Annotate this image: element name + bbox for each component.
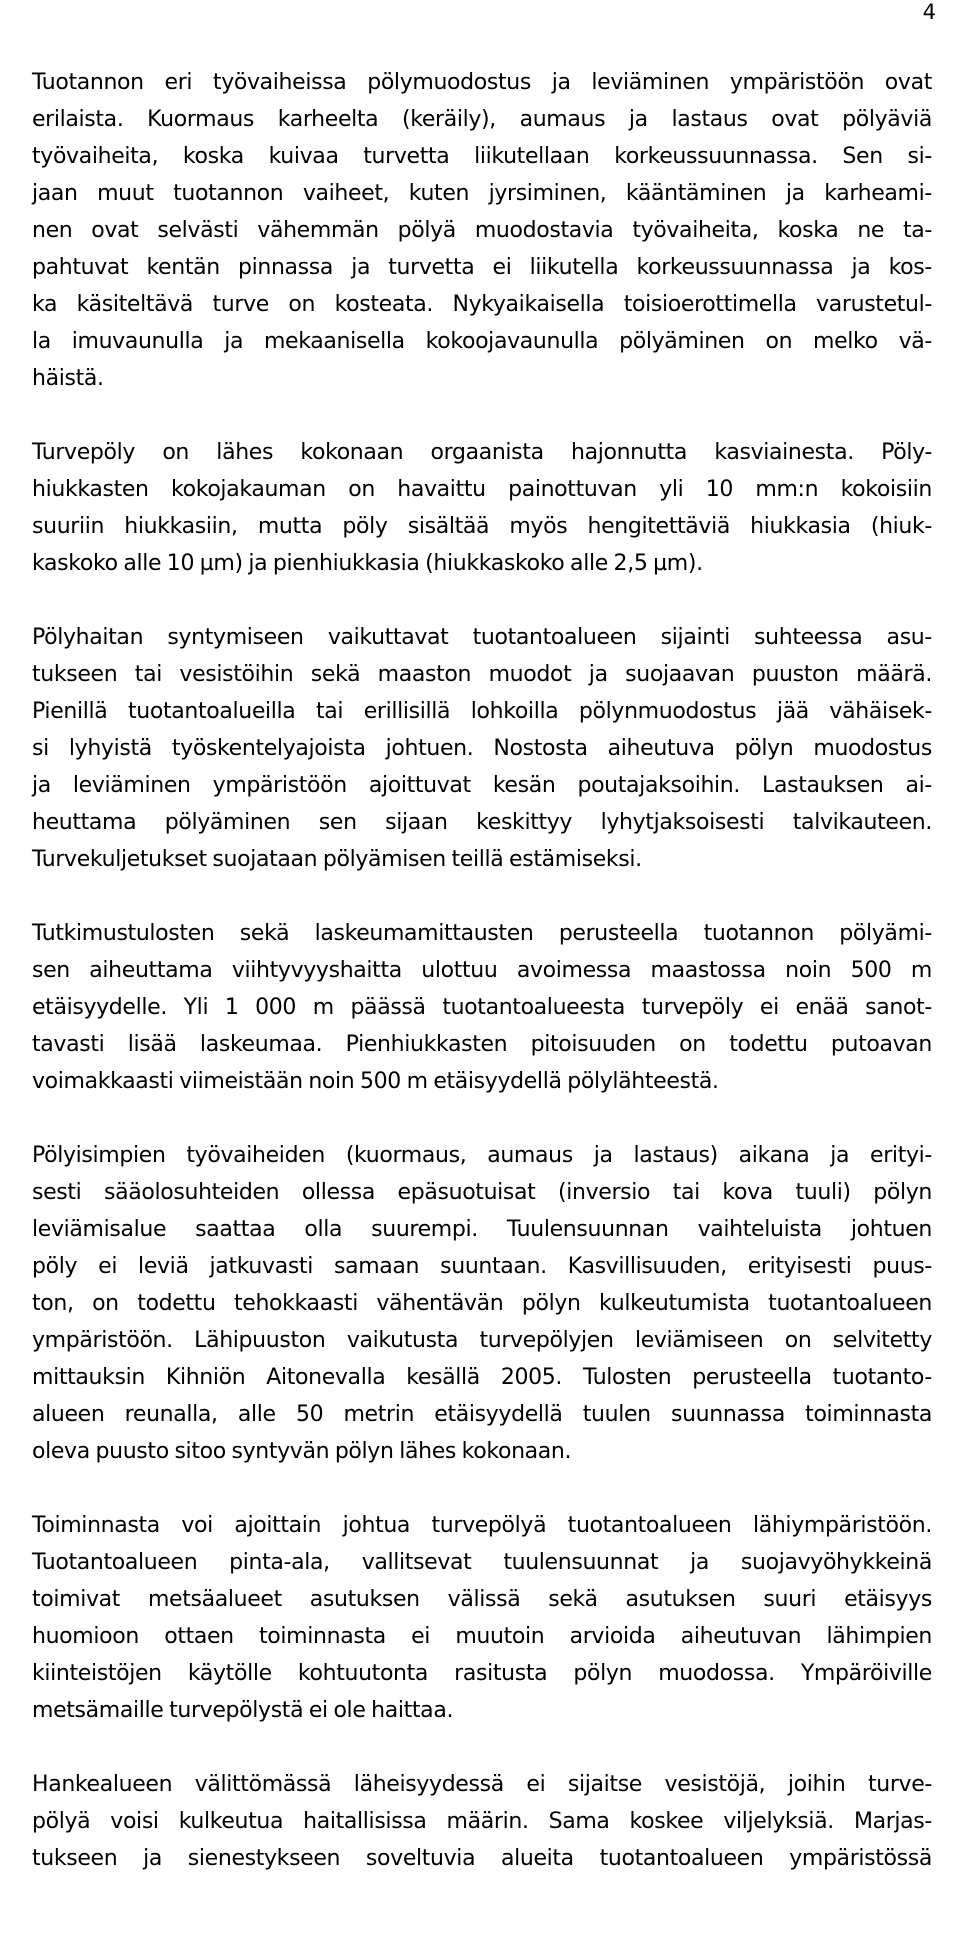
paragraph [32, 434, 932, 582]
text-line: pöly ei leviä jatkuvasti samaan suuntaan. Kasvillisuuden, erityisesti puus- [32, 1254, 932, 1279]
paragraph [32, 64, 932, 397]
text-line: työvaiheita, koska kuivaa turvetta liikutellaan korkeussuunnassa. Sen si- [32, 144, 932, 169]
text-line: ympäristöön. Lähipuuston vaikutusta turvepölyjen leviämiseen on selvitetty [32, 1328, 932, 1353]
text-line: la imuvaunulla ja mekaanisella kokoojavaunulla pölyäminen on melko vä- [32, 329, 932, 354]
text-line: Toiminnasta voi ajoittain johtua turvepölyä tuotantoalueen lähiympäristöön. [32, 1513, 932, 1538]
text-line: Turvekuljetukset suojataan pölyämisen teillä estämiseksi. [32, 847, 642, 872]
text-line: häistä. [32, 366, 104, 391]
paragraph [32, 915, 932, 1100]
text-line: mittauksin Kihniön Aitonevalla kesällä 2005. Tulosten perusteella tuotanto- [32, 1365, 932, 1390]
text-line: leviämisalue saattaa olla suurempi. Tuulensuunnan vaihteluista johtuen [32, 1217, 932, 1242]
text-line: kiinteistöjen käytölle kohtuutonta rasitusta pölyn muodossa. Ympäröiville [32, 1661, 932, 1686]
text-line: tukseen tai vesistöihin sekä maaston muodot ja suojaavan puuston määrä. [32, 662, 932, 687]
text-line: oleva puusto sitoo syntyvän pölyn lähes kokonaan. [32, 1439, 572, 1464]
paragraph [32, 1766, 932, 1877]
text-line: voimakkaasti viimeistään noin 500 m etäisyydellä pölylähteestä. [32, 1069, 719, 1094]
text-line: tukseen ja sienestykseen soveltuvia alueita tuotantoalueen ympäristössä [32, 1846, 932, 1871]
text-line: nen ovat selvästi vähemmän pölyä muodostavia työvaiheita, koska ne ta- [32, 218, 932, 243]
text-line: huomioon ottaen toiminnasta ei muutoin arvioida aiheutuvan lähimpien [32, 1624, 932, 1649]
text-line: metsämaille turvepölystä ei ole haittaa. [32, 1698, 454, 1723]
text-line: alueen reunalla, alle 50 metrin etäisyydellä tuulen suunnassa toiminnasta [32, 1402, 932, 1427]
page-number: 4 [922, 0, 936, 24]
text-line: Hankealueen välittömässä läheisyydessä ei sijaitse vesistöjä, joihin turve- [32, 1772, 932, 1797]
text-line: ka käsiteltävä turve on kosteata. Nykyaikaisella toisioerottimella varustetul- [32, 292, 932, 317]
text-line: kaskoko alle 10 µm) ja pienhiukkasia (hiukkaskoko alle 2,5 µm). [32, 551, 703, 576]
text-line: pölyä voisi kulkeutua haitallisissa määrin. Sama koskee viljelyksiä. Marjas- [32, 1809, 932, 1834]
text-line: suuriin hiukkasiin, mutta pöly sisältää myös hengitettäviä hiukkasia (hiuk- [32, 514, 932, 539]
text-line: hiukkasten kokojakauman on havaittu painottuvan yli 10 mm:n kokoisiin [32, 477, 932, 502]
text-line: Pölyisimpien työvaiheiden (kuormaus, aumaus ja lastaus) aikana ja erityi- [32, 1143, 932, 1168]
text-line: toimivat metsäalueet asutuksen välissä sekä asutuksen suuri etäisyys [32, 1587, 932, 1612]
text-line: Tuotantoalueen pinta-ala, vallitsevat tuulensuunnat ja suojavyöhykkeinä [32, 1550, 932, 1575]
text-line: jaan muut tuotannon vaiheet, kuten jyrsiminen, kääntäminen ja karheami- [32, 181, 932, 206]
text-line: Turvepöly on lähes kokonaan orgaanista hajonnutta kasviainesta. Pöly- [32, 440, 932, 465]
text-line: pahtuvat kentän pinnassa ja turvetta ei liikutella korkeussuunnassa ja kos- [32, 255, 932, 280]
text-line: etäisyydelle. Yli 1 000 m päässä tuotantoalueesta turvepöly ei enää sanot- [32, 995, 932, 1020]
paragraph [32, 1507, 932, 1729]
text-line: Tutkimustulosten sekä laskeumamittausten perusteella tuotannon pölyämi- [32, 921, 932, 946]
document-body [32, 64, 932, 1914]
text-line: ja leviäminen ympäristöön ajoittuvat kesän poutajaksoihin. Lastauksen ai- [32, 773, 932, 798]
text-line: Tuotannon eri työvaiheissa pölymuodostus ja leviäminen ympäristöön ovat [32, 70, 932, 95]
text-line: ton, on todettu tehokkaasti vähentävän pölyn kulkeutumista tuotantoalueen [32, 1291, 932, 1316]
text-line: sen aiheuttama viihtyvyyshaitta ulottuu avoimessa maastossa noin 500 m [32, 958, 932, 983]
text-line: tavasti lisää laskeumaa. Pienhiukkasten pitoisuuden on todettu putoavan [32, 1032, 932, 1057]
paragraph [32, 1137, 932, 1470]
text-line: sesti sääolosuhteiden ollessa epäsuotuisat (inversio tai kova tuuli) pölyn [32, 1180, 932, 1205]
text-line: Pölyhaitan syntymiseen vaikuttavat tuotantoalueen sijainti suhteessa asu- [32, 625, 932, 650]
text-line: Pienillä tuotantoalueilla tai erillisillä lohkoilla pölynmuodostus jää vähäisek- [32, 699, 932, 724]
text-line: erilaista. Kuormaus karheelta (keräily), aumaus ja lastaus ovat pölyäviä [32, 107, 932, 132]
text-line: si lyhyistä työskentelyajoista johtuen. Nostosta aiheutuva pölyn muodostus [32, 736, 932, 761]
text-line: heuttama pölyäminen sen sijaan keskittyy lyhytjaksoisesti talvikauteen. [32, 810, 932, 835]
paragraph [32, 619, 932, 878]
